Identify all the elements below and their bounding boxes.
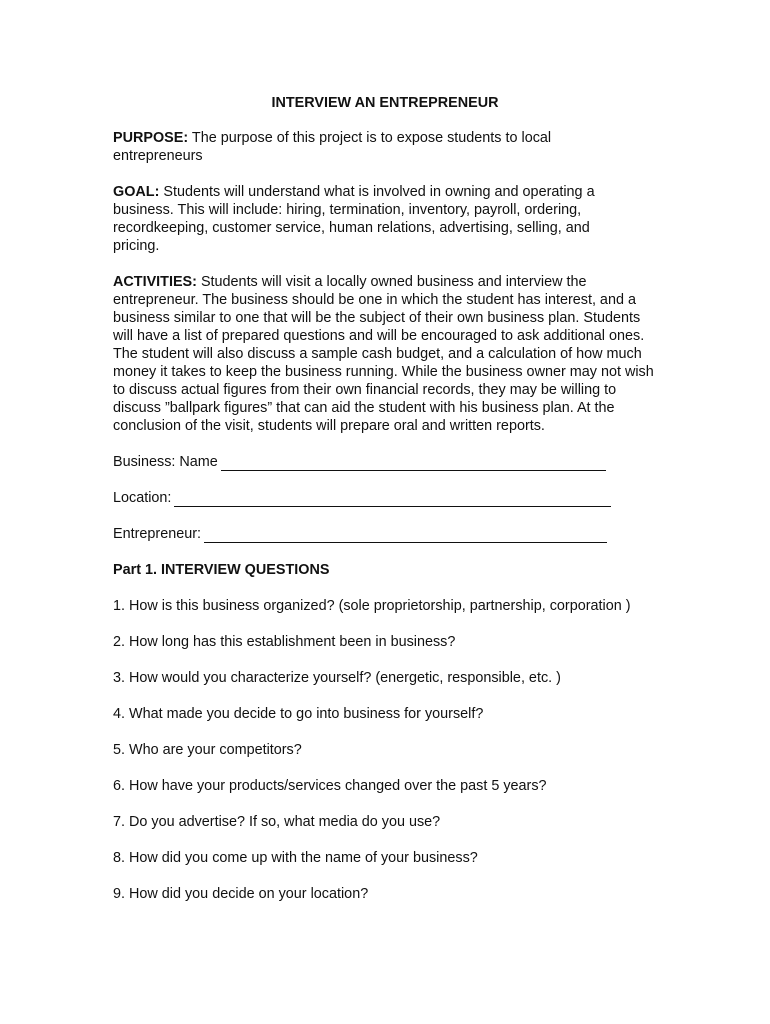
purpose-text: The purpose of this project is to expose students to local entrepreneurs [113,130,552,164]
location-line[interactable] [174,491,611,507]
activities-paragraph [113,273,658,435]
document-page [113,94,663,921]
location-field [113,489,663,507]
purpose-label: PURPOSE: [113,130,189,146]
entrepreneur-label: Entrepreneur: [113,526,201,542]
question-8: 8. How did you come up with the name of your business? [113,850,478,866]
business-name-line[interactable] [221,455,606,471]
question-2: 2. How long has this establishment been in business? [113,634,456,650]
question-4: 4. What made you decide to go into business for yourself? [113,706,484,722]
business-name-field [113,453,663,471]
question-5: 5. Who are your competitors? [113,742,302,758]
purpose-paragraph [113,129,633,165]
entrepreneur-line[interactable] [204,527,607,543]
question-6: 6. How have your products/services changed over the past 5 years? [113,778,547,794]
question-3: 3. How would you characterize yourself? (energetic, responsible, etc. ) [113,670,561,686]
goal-text: Students will understand what is involved in owning and operating a business. This will include: hiring, termination, inventory, payroll, ordering, recordkeeping, customer service, human relations, advertising, selling, and pricing. [113,184,595,254]
question-1: 1. How is this business organized? (sole proprietorship, partnership, corporation ) [113,598,631,614]
location-label: Location: [113,490,172,506]
question-9: 9. How did you decide on your location? [113,886,369,902]
goal-label: GOAL: [113,184,160,200]
part1-heading: Part 1. INTERVIEW QUESTIONS [113,562,330,578]
goal-paragraph [113,183,633,255]
activities-text: Students will visit a locally owned business and interview the entrepreneur. The business should be one in which the student has interest, and a business similar to one that will be the subject of their own business plan. Students will have a list of prepared questions and will be encouraged to ask additional ones. The student will also discuss a sample cash budget, and a calculation of how much money it takes to keep the business running. While the business owner may not wish to discuss actual figures from their own financial records, they may be willing to discuss ”ballpark figures” that can aid the student with his business plan. At the conclusion of the visit, students will prepare oral and written reports. [113,274,654,434]
document-title: INTERVIEW AN ENTREPRENEUR [271,95,499,111]
entrepreneur-field [113,525,663,543]
activities-label: ACTIVITIES: [113,274,197,290]
question-7: 7. Do you advertise? If so, what media do you use? [113,814,441,830]
business-name-label: Business: Name [113,454,218,470]
